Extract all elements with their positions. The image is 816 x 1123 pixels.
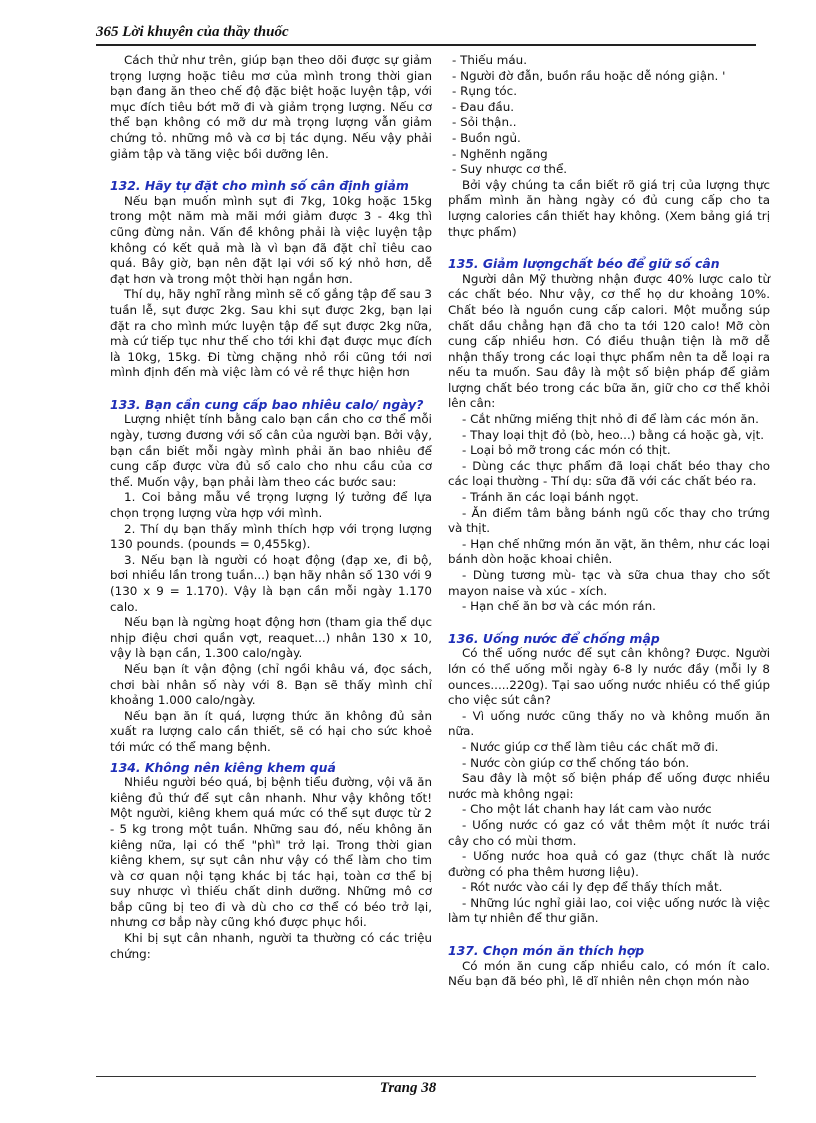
paragraph: Người dân Mỹ thường nhận được 40% lược calo từ các chất béo. Như vậy, cơ thể họ dư khoảng 10%. Chất béo là nguồn cung cấp calori. Một muỗng súp chất dầu chẳng hạn đã cho ta tới 120 calo! Mỡ còn cung cấp nhiều hơn. Có điều thuận tiện là mỡ dễ nhận thấy trong các loại thực phẩm nên ta dễ loại ra nếu ta muốn. Sau đây là một số biện pháp để giảm lượng chất béo trong các bữa ăn, giữ cho cơ thể khỏi lên cân: [448,271,770,411]
list-item: - Uống nước hoa quả có gaz (thực chất là nước đường có pha thêm hương liệu). [448,849,770,879]
paragraph: Bởi vậy chúng ta cần biết rõ giá trị của lượng thực phẩm mình ăn hàng ngày có đủ cung cấp cho ta lượng calories cần thiết hay không. (Xem bảng giá trị thực phẩm) [448,177,770,239]
list-item: - Những lúc nghỉ giải lao, coi việc uống nước là việc làm tự nhiên để thư giãn. [448,895,770,926]
list-item: - Loại bỏ mỡ trong các món có thịt. [462,443,671,458]
list-item: - Dùng tương mù- tạc và sữa chua thay cho sốt mayon naise và xúc - xích. [448,568,770,598]
list-item: - Buồn ngủ. [452,130,521,145]
section-heading-135: 135. Giảm lượngchất béo để giữ số cân [448,256,720,272]
right-column [448,53,770,990]
paragraph: 2. Thí dụ bạn thấy mình thích hợp với trọng lượng 130 pounds. (pounds = 0,455kg). [110,521,432,552]
left-column [110,53,432,962]
list-item: - Đau đầu. [452,99,515,114]
paragraph: Có món ăn cung cấp nhiều calo, có món ít calo. Nếu bạn đã béo phì, lẽ dĩ nhiên nên chọn món nào [448,958,770,989]
paragraph: 3. Nếu bạn là người có hoạt động (đạp xe, đi bộ, bơi nhiều lần trong tuần...) bạn hãy nhân số 130 với 9 (130 x 9 = 1.170). Vậy là bạn cần mỗi ngày 1.170 calo. [110,552,432,614]
paragraph: Nếu bạn ăn ít quá, lượng thức ăn không đủ sản xuất ra lượng calo cần thiết, sẽ có hại cho sức khoẻ tới mức có thể mang bệnh. [110,708,432,754]
list-item: - Hạn chế ăn bơ và các món rán. [462,599,656,614]
paragraph: Thí dụ, hãy nghĩ rằng mình sẽ cố gắng tập để sau 3 tuần lễ, sụt được 2kg. Sau khi sụt được 2kg, bạn lại đặt ra cho mình mức luyện tập để sụt được 2kg nữa, mà cứ tiếp tục như thế cho tới khi đạt được mục đích là 10kg, 15kg. Đi từng chặng nhỏ rồi cũng tới nơi mình định đến mà việc làm có vẻ rề thực hiện hơn [110,287,432,380]
section-heading-132: 132. Hãy tự đặt cho mình số cân định giảm [110,178,409,194]
list-item: - Nước giúp cơ thể làm tiêu các chất mỡ đi. [462,739,719,754]
list-item: - Vì uống nước cũng thấy no và không muốn ăn nữa. [448,708,770,739]
list-item: - Uống nước có gaz có vắt thêm một ít nước trái cây cho có mùi thơm. [448,817,770,848]
list-item: - Dùng các thực phẩm đã loại chất béo thay cho các loại thường - Thí dụ: sữa đã với các chất béo ra. [448,458,770,489]
section-heading-133: 133. Bạn cần cung cấp bao nhiêu calo/ ngày? [110,396,424,412]
paragraph: 1. Coi bảng mẫu về trọng lượng lý tưởng để lựa chọn trọng lượng vừa hợp với mình. [110,490,432,521]
section-heading-136: 136. Uống nước để chống mập [448,630,660,646]
list-item: - Nghẽnh ngãng [452,146,548,161]
paragraph: Nhiều người béo quá, bị bệnh tiểu đường, vội vã ăn kiêng đủ thứ để sụt cân nhanh. Như vậy không tốt! Một người, kiêng khem quá mức có thể sụt được từ 2 - 5 kg trong một tuần. Những sau đó, nếu không ăn kiêng nữa, lại có thể "phì" trở lại. Trong thời gian kiêng khem, sự sụt cân như vậy có thể làm cho tim và cơ quan nội tạng khác bị tác hại, toàn cơ thể bị suy nhược vì thiếu chất dinh dưỡng. Những mô cơ bắp cũng bị teo đi và dù cho cơ thể có béo trở lại, nhưng cơ bắp này cũng khó được phục hồi. [110,775,432,930]
list-item: - Thiếu máu. [452,53,527,67]
list-item: - Sỏi thận.. [452,115,517,130]
list-item: - Tránh ăn các loại bánh ngọt. [462,490,639,505]
list-item: - Người đờ đẫn, buồn rầu hoặc dễ nóng giận. ' [452,68,726,83]
list-item: - Suy nhược cơ thể. [452,162,568,177]
list-item: - Ăn điểm tâm bằng bánh ngũ cốc thay cho trứng và thịt. [448,505,770,536]
list-item: - Nước còn giúp cơ thể chống táo bón. [462,755,690,770]
paragraph: Lượng nhiệt tính bằng calo bạn cần cho cơ thể mỗi ngày, tương đương với số cân của người bạn. Bởi vậy, bạn cần biết mỗi ngày mình phải ăn bao nhiêu để cung cấp được vừa đủ số calo cho nhu cầu của cơ thể. Muốn vậy, bạn phải làm theo các bước sau: [110,412,432,489]
paragraph: Có thể uống nước để sụt cân không? Được. Người lớn có thể uống mỗi ngày 6-8 ly nước đầy (mỗi ly 8 ounces.....220g). Tại sao uống nước nhiều có thể giúp cho việc sút cân? [448,646,770,708]
paragraph: Nếu bạn ít vận động (chỉ ngồi khâu vá, đọc sách, chơi bài nhân số này với 8. Bạn sẽ thấy mình chỉ khoảng 1.000 calo/ngày. [110,661,432,708]
section-heading-134: 134. Không nên kiêng khem quá [110,759,336,775]
section-heading-137: 137. Chọn món ăn thích hợp [448,943,645,959]
list-item: - Rót nước vào cái ly đẹp để thấy thích mắt. [462,880,723,895]
paragraph: Nếu bạn là ngừng hoạt động hơn (tham gia thể dục nhịp điệu chơi quần vợt, reaquet...) nhân 130 x 10, vậy là bạn cần, 1.300 calo/ngày. [110,615,432,661]
paragraph: Khi bị sụt cân nhanh, người ta thường có các triệu chứng: [110,931,432,961]
list-item: - Cắt những miếng thịt nhỏ đi để làm các món ăn. [462,412,759,427]
paragraph: Cách thử như trên, giúp bạn theo dõi được sự giảm trọng lượng hoặc tiêu mơ của mình trong thời gian bạn đang ăn theo chế độ đặc biệt hoặc luyện tập, với mục đích tiêu bớt mỡ đi và giảm trọng lượng. Nếu cơ thể bạn không có mỡ dư mà trọng lượng vẫn giảm chứng tỏ. những mô và cơ bị tác dụng. Nếu vậy phải giảm tập và tăng việc bồi dưỡng lên. [110,53,432,161]
list-item: - Rụng tóc. [452,84,517,99]
header-rule [96,44,756,46]
list-item: - Hạn chế những món ăn vặt, ăn thêm, như các loại bánh dòn hoặc khoai chiên. [448,536,770,567]
list-item: - Cho một lát chanh hay lát cam vào nước [462,802,712,817]
running-header: 365 Lời khuyên của thầy thuốc [96,24,289,40]
list-item: - Thay loại thịt đỏ (bò, heo...) bằng cá hoặc gà, vịt. [462,427,765,442]
page-number: Trang 38 [379,1080,437,1096]
footer-rule [96,1076,756,1077]
paragraph: Sau đây là một số biện pháp để uống được nhiều nước mà không ngại: [448,771,770,801]
paragraph: Nếu bạn muốn mình sụt đi 7kg, 10kg hoặc 15kg trong một năm mà mãi mới giảm được 3 - 4kg thì cũng đừng nản. Vấn đề không phải là việc luyện tập không có kết quả mà là vì bạn đã đặt chỉ tiêu cao quá. Bây giờ, bạn nên đặt lại với số ký nhỏ hơn, dễ đạt hơn và trong một thời hạn ngắn hơn. [110,193,432,286]
